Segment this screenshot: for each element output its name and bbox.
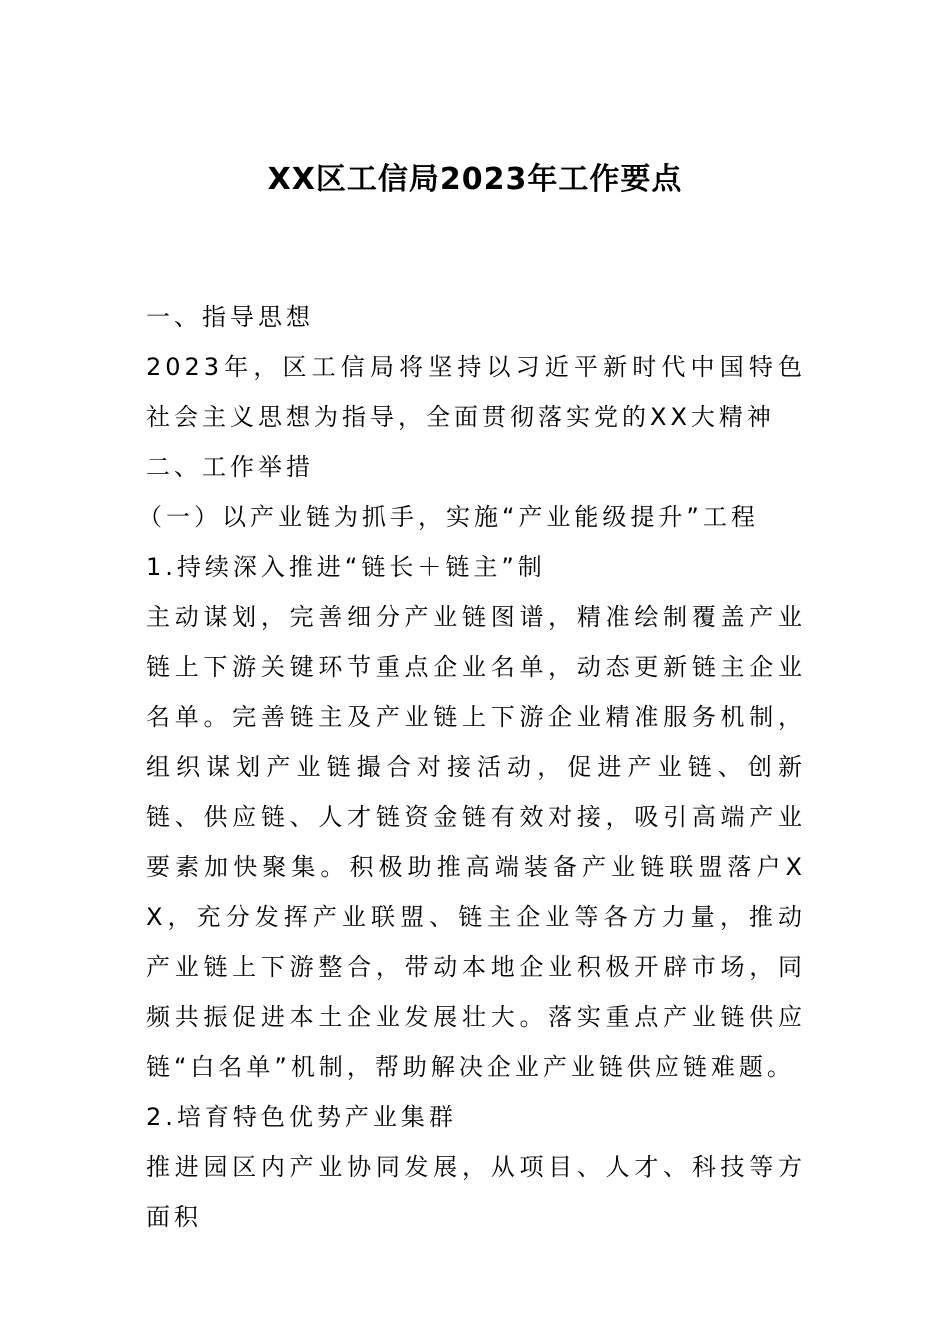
item-heading-industry-cluster: 2.培育特色优势产业集群 [146, 1103, 457, 1131]
subsection-heading-industry-chain: （一）以产业链为抓手，实施“产业能级提升”工程 [138, 503, 759, 531]
document-title: XX区工信局2023年工作要点 [267, 162, 683, 197]
item-heading-chain-leader: 1.持续深入推进“链长＋链主”制 [146, 553, 546, 581]
paragraph-chain-leader: 主动谋划，完善细分产业链图谱，精准绘制覆盖产业链上下游关键环节重点企业名单，动态更新链主企业名单。完善链主及产业链上下游企业精准服务机制，组织谋划产业链撮合对接活动，促进产业链、创新链、供应链、人才链资金链有效对接，吸引高端产业要素加快聚集。积极助推高端装备产业链联盟落户XX，充分发挥产业联盟、链主企业等各方力量，推动产业链上下游整合，带动本地企业积极开辟市场，同频共振促进本土企业发展壮大。落实重点产业链供应链“白名单”机制，帮助解决企业产业链供应链难题。 [146, 603, 806, 1081]
section-heading-guiding-ideology: 一、指导思想 [146, 303, 314, 331]
section-heading-work-measures: 二、工作举措 [146, 453, 314, 481]
paragraph-industry-cluster: 推进园区内产业协同发展，从项目、人才、科技等方面积 [146, 1153, 806, 1231]
paragraph-guiding-ideology: 2023年，区工信局将坚持以习近平新时代中国特色社会主义思想为指导，全面贯彻落实党的XX大精神 [146, 353, 806, 431]
document-body [138, 292, 806, 1242]
